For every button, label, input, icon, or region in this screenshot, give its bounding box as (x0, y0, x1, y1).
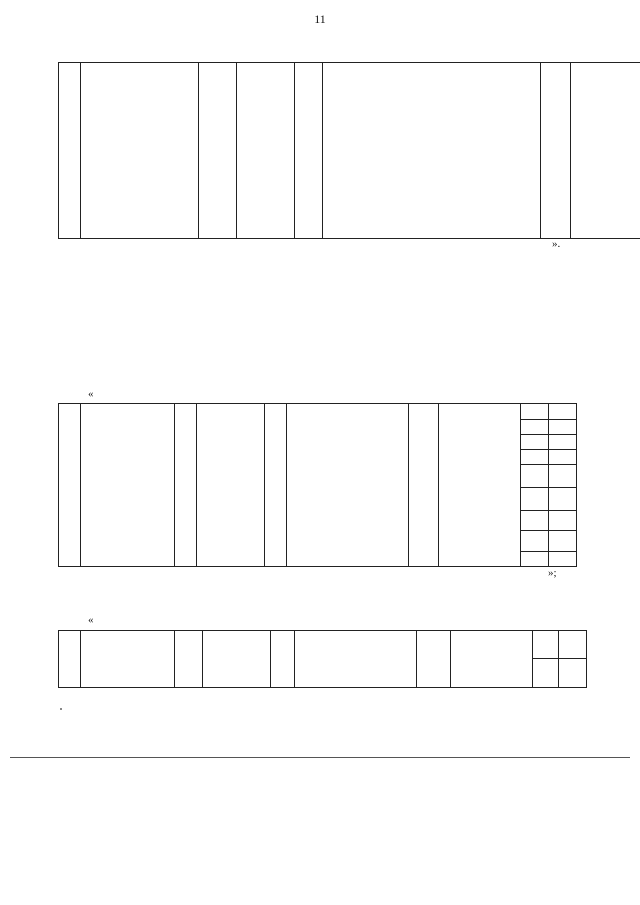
open-quote: « (88, 388, 94, 400)
kvr-code (271, 631, 295, 688)
income-code (287, 404, 409, 567)
empty-cell (199, 63, 237, 239)
kosgu-cell (549, 404, 577, 420)
page-bottom-rule (10, 757, 630, 758)
section-code (175, 404, 197, 567)
kosgu-cell (549, 531, 577, 552)
recipient-articles (439, 404, 521, 567)
kosgu-cell (549, 487, 577, 510)
kosgu-cell (549, 464, 577, 487)
open-quote: « (88, 614, 94, 626)
target-articles (197, 404, 265, 567)
table-continuation (58, 62, 640, 239)
kvr-cell (521, 531, 549, 552)
kvr-cell (521, 434, 549, 449)
page-number: 11 (314, 12, 326, 26)
row-number (59, 631, 81, 688)
kosgu-cell (549, 510, 577, 531)
recipient-section (409, 404, 439, 567)
kvr-cell (521, 449, 549, 464)
kosgu-cell (549, 420, 577, 435)
event-name (81, 631, 175, 688)
kvr-cell (533, 631, 559, 659)
kvr-cell (521, 404, 549, 420)
kvr-cell (521, 487, 549, 510)
kosgu-cell (559, 659, 587, 688)
empty-cell (295, 63, 323, 239)
event-name (81, 404, 175, 567)
empty-cell (571, 63, 640, 239)
section-code (175, 631, 203, 688)
kvr-cell (521, 464, 549, 487)
empty-cell (541, 63, 571, 239)
kvr-cell (533, 659, 559, 688)
table-row-1 (58, 403, 577, 567)
kosgu-cell (549, 552, 577, 567)
income-code (295, 631, 417, 688)
empty-cell (81, 63, 199, 239)
kvr-cell (521, 420, 549, 435)
target-article (203, 631, 271, 688)
kvr-code (265, 404, 287, 567)
kvr-cell (521, 552, 549, 567)
kosgu-cell (549, 434, 577, 449)
empty-cell (237, 63, 295, 239)
table-row (59, 631, 587, 659)
recipient-cell (323, 63, 541, 239)
kosgu-cell (559, 631, 587, 659)
table-row (59, 404, 577, 420)
table-row (59, 63, 640, 143)
recipient-section (417, 631, 451, 688)
table-row-1-1 (58, 630, 587, 688)
empty-cell (59, 63, 81, 239)
recipient-article (451, 631, 533, 688)
scan-speck (60, 708, 62, 710)
kosgu-cell (549, 449, 577, 464)
close-quote: »; (548, 567, 557, 579)
row-number (59, 404, 81, 567)
paragraph-1-13 (86, 258, 562, 259)
kvr-cell (521, 510, 549, 531)
close-quote: ». (552, 238, 561, 250)
